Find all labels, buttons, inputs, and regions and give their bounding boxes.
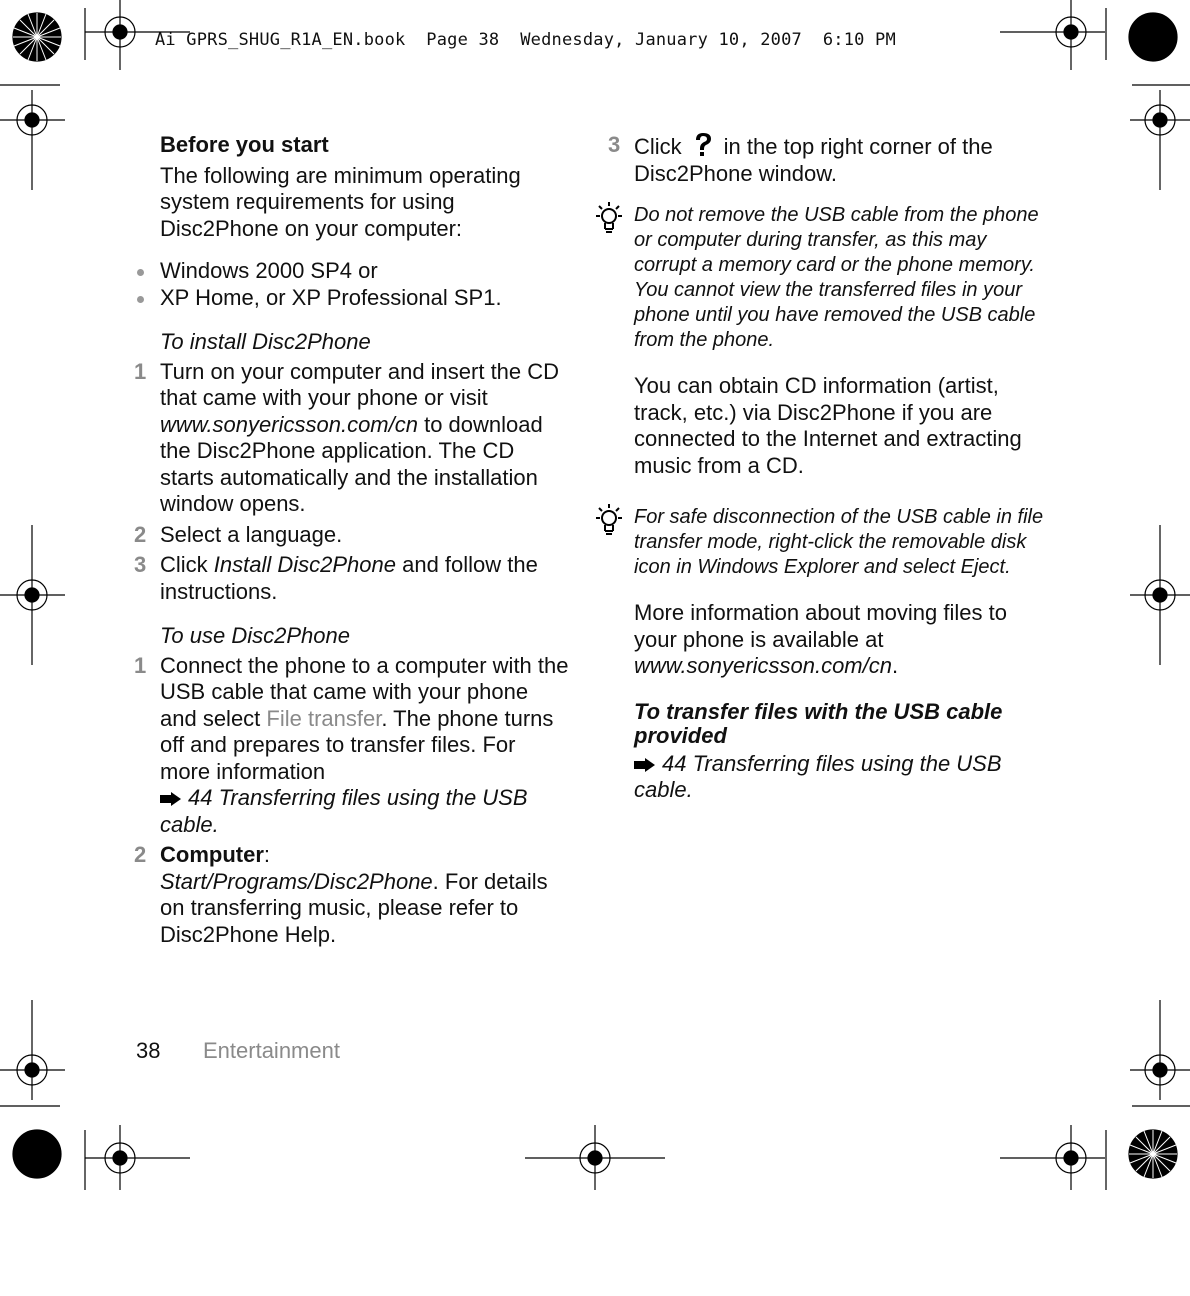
light-bulb-icon [592, 201, 626, 237]
install-step-3: 3 Click Install Disc2Phone and follow the instructions. [134, 552, 538, 604]
before-you-start-heading: Before you start [160, 132, 329, 157]
cd-info-text: You can obtain CD information (artist, track, etc.) via Disc2Phone if you are connected to the Internet and extracting music from a CD. [634, 373, 1022, 478]
step-number: 1 [134, 652, 147, 678]
question-mark-icon [688, 132, 718, 158]
light-bulb-icon [592, 503, 626, 539]
file-header: Ai GPRS_SHUG_R1A_EN.book Page 38 Wednesday, January 10, 2007 6:10 PM [155, 30, 896, 50]
requirements-intro: The following are minimum operating system requirements for using Disc2Phone on your computer: [160, 162, 521, 241]
arrow-right-icon [160, 792, 182, 806]
bullet-icon [137, 296, 144, 303]
page-reference-link[interactable]: 44 Transferring files using the USB cable. [160, 785, 528, 837]
transfer-reference [634, 751, 1044, 804]
step-number: 1 [134, 358, 147, 384]
use-heading: To use Disc2Phone [160, 623, 350, 648]
tip-usb-cable: Do not remove the USB cable from the phone or computer during transfer, as this may corrupt a memory card or the phone memory. You cannot view the transferred files in your phone until you have removed the USB cable from the phone. [634, 203, 1044, 353]
section-name: Entertainment [203, 1038, 340, 1063]
step-number: 3 [608, 132, 621, 157]
list-item: XP Home, or XP Professional SP1. [160, 285, 570, 312]
tip-safe-disconnect: For safe disconnection of the USB cable in file transfer mode, right-click the removable disk icon in Windows Explorer and select Eject. [634, 505, 1044, 580]
use-step-3: 3 Click in the top right corner of the Disc2Phone window. [608, 132, 993, 186]
step-number: 2 [134, 521, 147, 547]
menu-option: File transfer [266, 705, 382, 731]
install-step-2: 2 Select a language. [134, 521, 343, 547]
transfer-heading: To transfer files with the USB cable provided [634, 698, 1003, 748]
requirements-list [160, 258, 570, 311]
left-column [134, 132, 570, 952]
website-link[interactable]: www.sonyericsson.com/cn [634, 653, 892, 678]
more-info-text: More information about moving files to your phone is available at www.sonyericsson.com/cn. [634, 600, 1007, 678]
use-step-1: 1 Connect the phone to a computer with the USB cable that came with your phone and select File transfer. The phone turns off and prepares to transfer files. For more information 44 Transferring files using the USB cable. [134, 652, 569, 837]
page-number: 38 [136, 1038, 161, 1063]
website-link[interactable]: www.sonyericsson.com/cn [160, 411, 418, 437]
use-step-2: 2 Computer: Start/Programs/Disc2Phone. For details on transferring music, please refer to Disc2Phone Help. [134, 842, 548, 947]
bullet-icon [137, 269, 144, 276]
step-number: 2 [134, 842, 147, 867]
right-column [608, 132, 1044, 804]
install-step-1: 1 Turn on your computer and insert the CD that came with your phone or visit www.sonyericsson.com/cn to download the Disc2Phone application. The CD starts automatically and the installation window opens. [134, 358, 560, 516]
arrow-right-icon [634, 758, 656, 772]
list-item: Windows 2000 SP4 or [160, 258, 570, 285]
step-number: 3 [134, 552, 147, 577]
page-reference-link[interactable]: 44 Transferring files using the USB cable. [634, 750, 1002, 802]
install-heading: To install Disc2Phone [160, 329, 371, 354]
